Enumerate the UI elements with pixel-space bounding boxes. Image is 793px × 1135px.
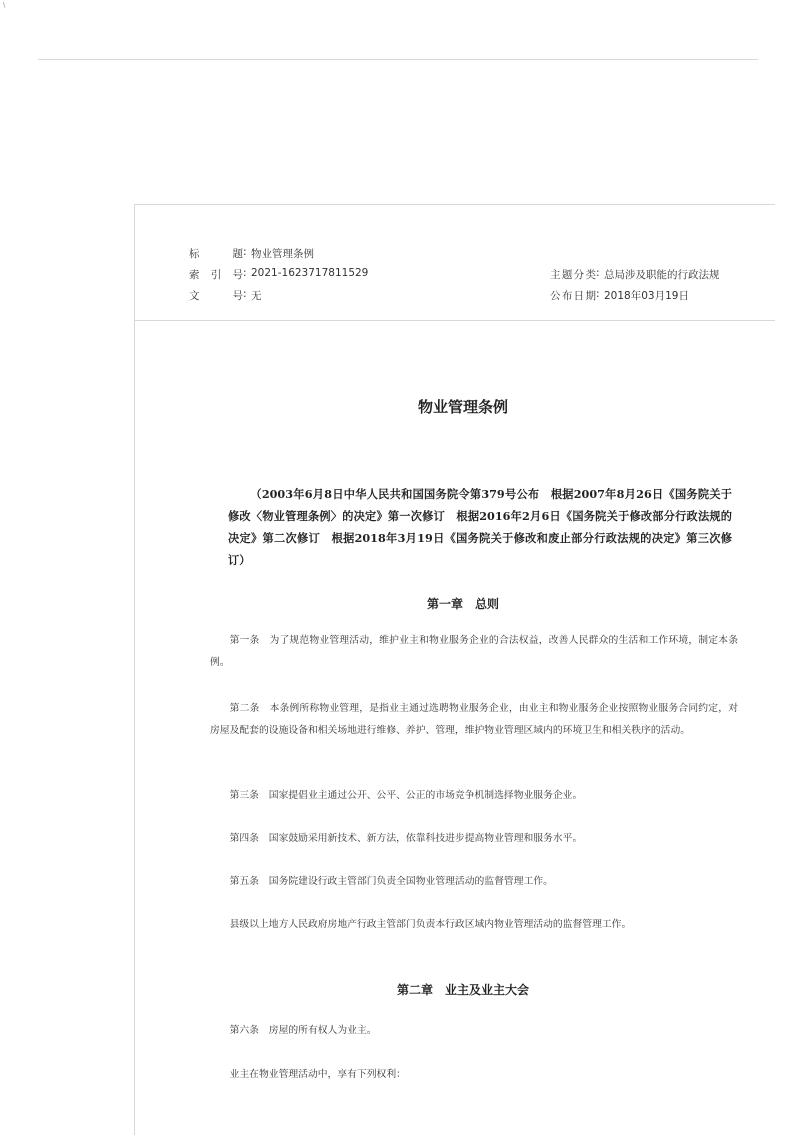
chapter-heading: 第一章 总则 [426, 597, 499, 611]
meta-docno-label: 文号 [189, 290, 243, 302]
chapter-heading: 第二章 业主及业主大会 [396, 983, 529, 997]
article-paragraph: 第五条 国务院建设行政主管部门负责全国物业管理活动的监督管理工作。 [229, 876, 553, 887]
meta-docno-row: 文号 : 无 [189, 288, 262, 302]
meta-title-row: 标题 : 物业管理条例 [189, 246, 314, 260]
article-paragraph: 第一条 为了规范物业管理活动，维护业主和物业服务企业的合法权益，改善人民群众的生活和工作环境，制定本条例。 [210, 635, 738, 668]
meta-index-value: 2021-1623717811529 [251, 267, 369, 279]
meta-topic-label: 主题分类 [550, 269, 596, 281]
metadata-panel [135, 205, 775, 321]
meta-date-label: 公布日期 [550, 290, 596, 302]
header-divider [38, 59, 758, 60]
meta-title-label: 标题 [189, 248, 243, 260]
meta-index-row: 索引号 : 2021-1623717811529 [189, 267, 369, 281]
article-paragraph: 第三条 国家提倡业主通过公开、公平、公正的市场竞争机制选择物业服务企业。 [229, 790, 583, 801]
article-paragraph: 县级以上地方人民政府房地产行政主管部门负责本行政区域内物业管理活动的监督管理工作。 [229, 919, 632, 930]
article-paragraph: 第四条 国家鼓励采用新技术、新方法，依靠科技进步提高物业管理和服务水平。 [229, 833, 583, 844]
meta-date-value: 2018年03月19日 [604, 290, 689, 302]
revision-note: （2003年6月8日中华人民共和国国务院令第379号公布 根据2007年8月26日《国务院关于修改〈物业管理条例〉的决定》第一次修订 根据2016年2月6日《国务院关于修改部分行政法规的决定》第二次修订 根据2018年3月19日《国务院关于修改和废止部分行政法规的决定》第三次修订） [228, 487, 732, 567]
meta-date-row: 公布日期 : 2018年03月19日 [550, 288, 689, 302]
document-title: 物业管理条例 [417, 398, 508, 416]
meta-docno-value: 无 [251, 290, 262, 302]
meta-title-value: 物业管理条例 [251, 248, 314, 260]
meta-topic-value: 总局涉及职能的行政法规 [604, 269, 720, 281]
article-paragraph: 第二条 本条例所称物业管理，是指业主通过选聘物业服务企业，由业主和物业服务企业按照物业服务合同约定，对房屋及配套的设施设备和相关场地进行维修、养护、管理，维护物业管理区域内的环境卫生和相关秩序的活动。 [210, 703, 738, 736]
article-paragraph: 业主在物业管理活动中，享有下列权利： [229, 1069, 406, 1080]
meta-topic-row: 主题分类 : 总局涉及职能的行政法规 [550, 267, 720, 281]
article-paragraph: 第六条 房屋的所有权人为业主。 [229, 1025, 377, 1036]
page-corner-mark: \ [3, 1, 6, 9]
meta-index-label: 索引号 [189, 269, 243, 281]
document-card [134, 204, 775, 1135]
